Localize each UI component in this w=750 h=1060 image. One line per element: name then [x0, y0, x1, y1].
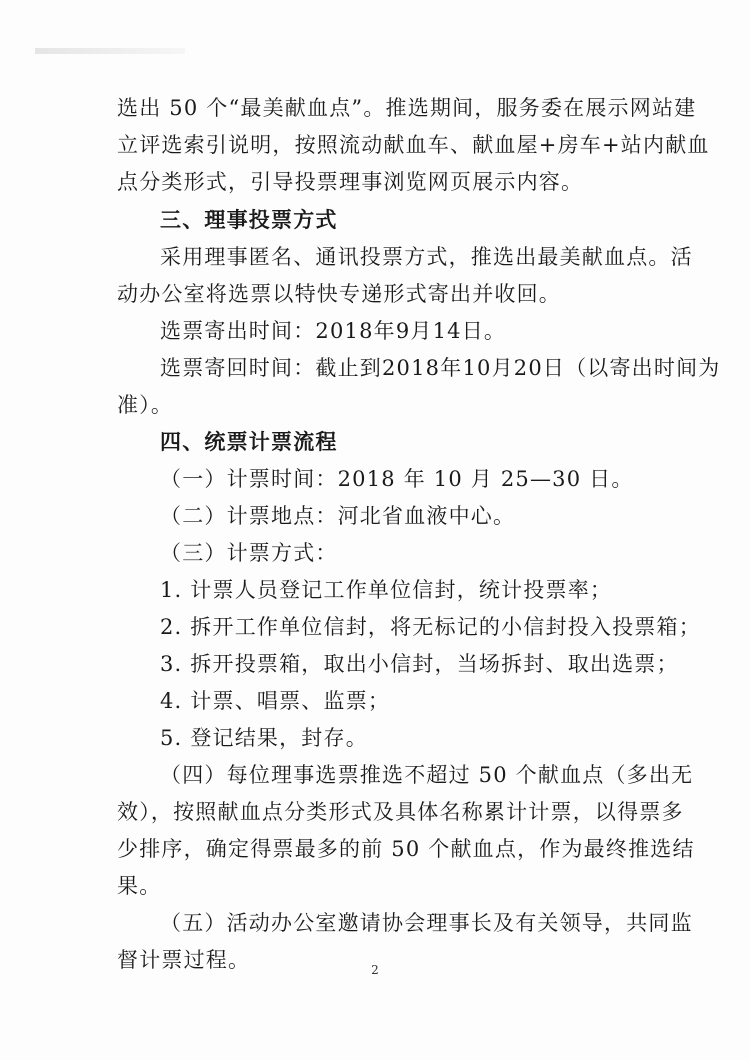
count-time: （一）计票时间：2018 年 10 月 25—30 日。: [160, 467, 634, 491]
count-method: （三）计票方式：: [160, 541, 338, 565]
section-3-para-line-2: 动办公室将选票以特快专递形式寄出并收回。: [117, 282, 561, 306]
section-3-heading: 三、理事投票方式: [160, 207, 338, 232]
count-step-1: 1. 计票人员登记工作单位信封，统计投票率；: [160, 578, 613, 602]
item-5-line-1: （五）活动办公室邀请协会理事长及有关领导，共同监: [160, 911, 693, 935]
ballot-send-time: 选票寄出时间：2018年9月14日。: [160, 319, 507, 343]
scan-artifact: [35, 48, 185, 54]
page-number: 2: [371, 963, 379, 977]
intro-line-1: 选出 50 个“最美献血点”。推选期间，服务委在展示网站建: [117, 96, 697, 120]
intro-line-2: 立评选索引说明，按照流动献血车、献血屋+房车+站内献血: [117, 133, 710, 157]
item-4-line-2: 效），按照献血点分类形式及具体名称累计计票，以得票多: [117, 800, 684, 824]
section-3-para-line-1: 采用理事匿名、通讯投票方式，推选出最美献血点。活: [160, 245, 693, 269]
item-4-line-1: （四）每位理事选票推选不超过 50 个献血点（多出无: [160, 763, 694, 787]
ballot-return-line-1: 选票寄回时间：截止到2018年10月20日（以寄出时间为: [160, 356, 721, 380]
item-5-line-2: 督计票过程。: [117, 948, 251, 972]
count-step-2: 2. 拆开工作单位信封，将无标记的小信封投入投票箱；: [160, 615, 701, 639]
count-step-5: 5. 登记结果，封存。: [160, 726, 368, 750]
item-4-line-3: 少排序，确定得票最多的前 50 个献血点，作为最终推选结: [117, 837, 695, 861]
section-4-heading: 四、统票计票流程: [160, 429, 338, 454]
count-step-4: 4. 计票、唱票、监票；: [160, 689, 391, 713]
item-4-line-4: 果。: [117, 874, 162, 898]
intro-line-3: 点分类形式，引导投票理事浏览网页展示内容。: [117, 170, 584, 194]
count-step-3: 3. 拆开投票箱，取出小信封，当场拆封、取出选票；: [160, 652, 679, 676]
ballot-return-line-2: 准）。: [117, 393, 174, 417]
count-location: （二）计票地点：河北省血液中心。: [160, 504, 516, 528]
